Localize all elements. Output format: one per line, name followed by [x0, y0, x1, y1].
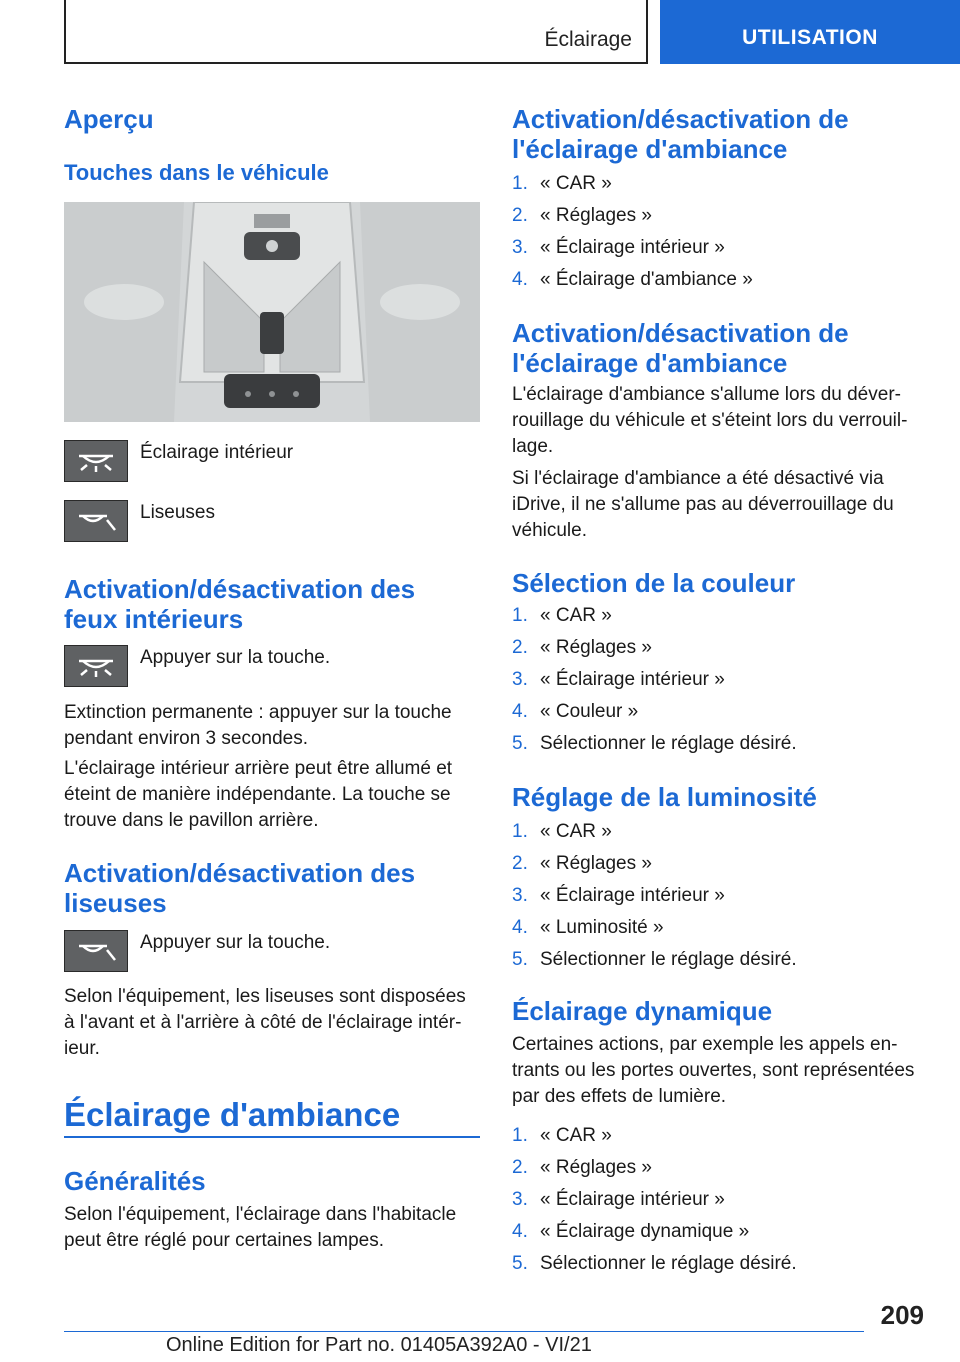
- heading-luminosite: Réglage de la luminosité: [512, 782, 817, 812]
- liseuses-press: Appuyer sur la touche.: [140, 932, 331, 953]
- activation-2-paragraph-2: Si l'éclairage d'ambiance a été désactivé via iDrive, il ne s'allume pas au déverrouillage du véhicule.: [512, 468, 894, 541]
- heading-couleur: Sélection de la couleur: [512, 568, 796, 598]
- list-item: 2. « Réglages »: [512, 637, 652, 658]
- feux-press: Appuyer sur la touche.: [140, 647, 331, 668]
- generalites-paragraph: Selon l'équipement, l'éclairage dans l'habitacle peut être réglé pour certaines lampes.: [64, 1204, 457, 1251]
- dynamique-paragraph: Certaines actions, par exemple les appels entrants ou les portes ouvertes, sont représentées par des effets de lumière.: [512, 1034, 915, 1107]
- list-item: 5. Sélectionner le réglage désiré.: [512, 733, 797, 754]
- list-item: 4. « Couleur »: [512, 701, 639, 722]
- icon1-label: Éclairage intérieur: [140, 442, 294, 463]
- header-box: [64, 0, 648, 64]
- interior-light-icon: [64, 645, 128, 687]
- list-luminosite: [512, 816, 797, 976]
- list-couleur: [512, 600, 797, 760]
- footer-rule: [64, 1331, 864, 1332]
- page-number: 209: [880, 1300, 924, 1330]
- activation-2-paragraph-1: L'éclairage d'ambiance s'allume lors du déverrouillage du véhicule et s'éteint lors du verrouillage.: [512, 384, 908, 457]
- list-item: 5. Sélectionner le réglage désiré.: [512, 949, 797, 970]
- heading-touches: Touches dans le véhicule: [64, 160, 329, 185]
- heading-activation-2: Activation/désactivation de l'éclairage d'ambiance: [512, 318, 849, 378]
- icon2-label: Liseuses: [140, 502, 215, 523]
- list-item: 5. Sélectionner le réglage désiré.: [512, 1253, 797, 1274]
- heading-ambiance: Éclairage d'ambiance: [64, 1096, 401, 1133]
- list-activation-1: [512, 168, 753, 296]
- section-rule: [64, 1136, 480, 1138]
- list-dynamique: [512, 1120, 797, 1280]
- list-item: 1. « CAR »: [512, 821, 612, 842]
- list-item: 2. « Réglages »: [512, 1157, 652, 1178]
- list-item: 3. « Éclairage intérieur »: [512, 237, 725, 258]
- reading-light-icon: [64, 500, 128, 542]
- list-item: 2. « Réglages »: [512, 205, 652, 226]
- interior-light-icon: [64, 440, 128, 482]
- list-item: 3. « Éclairage intérieur »: [512, 885, 725, 906]
- feux-paragraph-1: Extinction permanente : appuyer sur la touche pendant environ 3 secondes.: [64, 702, 452, 749]
- list-item: 1. « CAR »: [512, 605, 612, 626]
- heading-liseuses: Activation/désactivation des liseuses: [64, 858, 416, 918]
- section-title: Éclairage: [544, 28, 632, 51]
- list-item: 3. « Éclairage intérieur »: [512, 1189, 725, 1210]
- list-item: 4. « Luminosité »: [512, 917, 664, 938]
- list-item: 3. « Éclairage intérieur »: [512, 669, 725, 690]
- list-item: 2. « Réglages »: [512, 853, 652, 874]
- cabin-roof-photo: [64, 202, 480, 422]
- list-item: 4. « Éclairage dynamique »: [512, 1221, 750, 1242]
- overhead-console-illustration: [64, 202, 480, 422]
- heading-feux: Activation/désactivation des feux intérieurs: [64, 574, 416, 634]
- chapter-tab: UTILISATION: [660, 0, 960, 64]
- heading-activation-1: Activation/désactivation de l'éclairage d'ambiance: [512, 104, 849, 164]
- reading-light-icon: [64, 930, 128, 972]
- list-item: 1. « CAR »: [512, 1125, 612, 1146]
- footer-edition: Online Edition for Part no. 01405A392A0 - VI/21: [166, 1334, 592, 1356]
- heading-apercu: Aperçu: [64, 104, 154, 134]
- feux-paragraph-2: L'éclairage intérieur arrière peut être allumé et éteint de manière indépendante. La touche se trouve dans le pavillon arrière.: [64, 758, 453, 831]
- list-item: 1. « CAR »: [512, 173, 612, 194]
- heading-dynamique: Éclairage dynamique: [512, 996, 773, 1026]
- liseuses-paragraph: Selon l'équipement, les liseuses sont disposées à l'avant et à l'arrière à côté de l'éclairage intérieur.: [64, 986, 466, 1059]
- list-item: 4. « Éclairage d'ambiance »: [512, 269, 753, 290]
- heading-generalites: Généralités: [64, 1166, 206, 1196]
